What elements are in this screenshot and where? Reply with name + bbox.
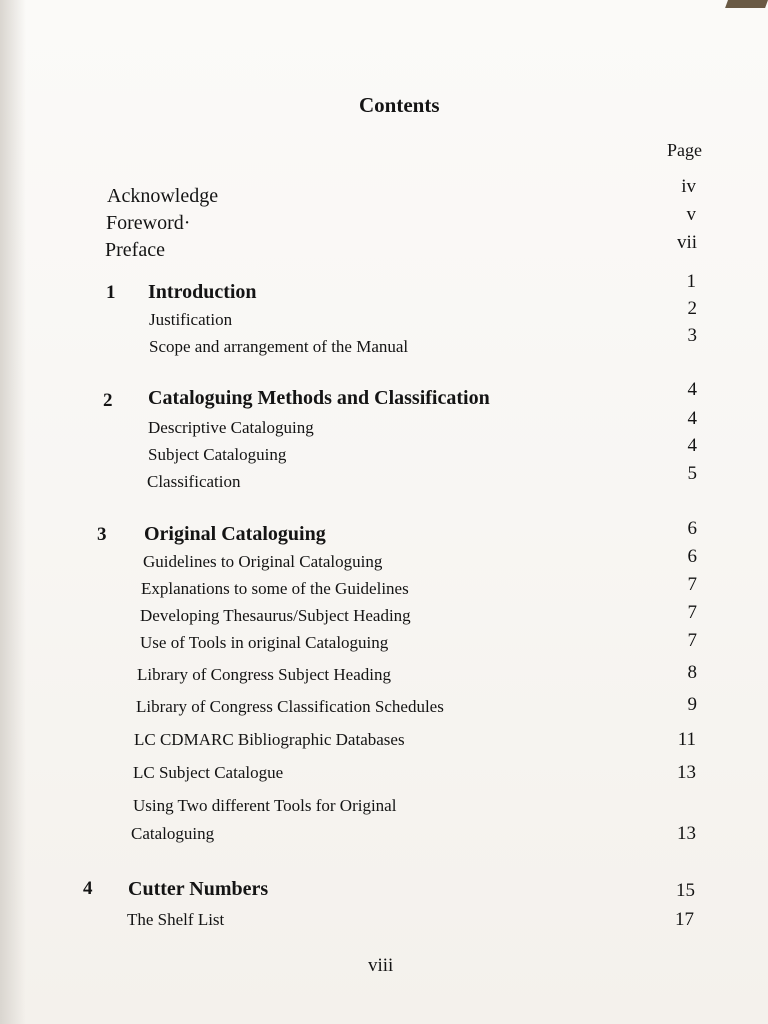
- section-label: Subject Cataloguing: [148, 445, 287, 464]
- toc-entry-label: Foreword·: [106, 212, 191, 234]
- toc-entry-page: vii: [676, 232, 697, 253]
- section-label: Use of Tools in original Cataloguing: [140, 633, 389, 652]
- section-label: Using Two different Tools for Original: [133, 796, 397, 815]
- section-label: Library of Congress Classification Schedules: [136, 697, 444, 716]
- section-page: 17: [675, 909, 694, 930]
- toc-entry-page: v: [686, 204, 696, 225]
- chapter-number: 2: [103, 390, 113, 411]
- toc-entry-label: Preface: [105, 239, 165, 261]
- section-label: Explanations to some of the Guidelines: [141, 579, 409, 598]
- section-page: 7: [687, 630, 697, 651]
- section-page: 6: [687, 546, 697, 567]
- section-page: 7: [687, 574, 697, 595]
- section-label: Justification: [149, 310, 233, 329]
- chapter-page: 6: [687, 518, 697, 539]
- chapter-title: Introduction: [148, 281, 257, 303]
- section-label: The Shelf List: [127, 910, 225, 929]
- section-label: Library of Congress Subject Heading: [137, 665, 391, 684]
- section-label: Guidelines to Original Cataloguing: [143, 552, 383, 571]
- section-page: 2: [687, 298, 697, 319]
- page-corner: [725, 0, 768, 8]
- chapter-page: 4: [687, 379, 697, 400]
- page-number: viii: [368, 955, 394, 976]
- section-page: 4: [687, 408, 697, 429]
- section-page: 7: [687, 602, 697, 623]
- page-column-header: Page: [667, 140, 702, 160]
- section-page: 8: [687, 662, 697, 683]
- section-label-continued: Cataloguing: [131, 824, 215, 843]
- section-page: 13: [677, 762, 696, 783]
- chapter-title: Original Cataloguing: [144, 523, 326, 545]
- section-page: 9: [687, 694, 697, 715]
- chapter-number: 1: [106, 282, 116, 303]
- section-page: 3: [687, 325, 697, 346]
- page-title: Contents: [359, 93, 440, 117]
- chapter-page: 15: [676, 880, 695, 901]
- page-edge-shadow: [0, 0, 26, 1024]
- toc-entry-page: iv: [681, 176, 696, 197]
- chapter-title: Cataloguing Methods and Classification: [148, 387, 490, 409]
- chapter-number: 3: [97, 524, 107, 545]
- section-label: Classification: [147, 472, 241, 491]
- section-label: LC CDMARC Bibliographic Databases: [134, 730, 405, 749]
- section-page: 13: [677, 823, 696, 844]
- section-page: 11: [677, 729, 696, 750]
- section-page: 5: [687, 463, 697, 484]
- section-page: 4: [687, 435, 697, 456]
- section-label: Scope and arrangement of the Manual: [149, 337, 409, 356]
- chapter-page: 1: [686, 271, 696, 292]
- chapter-number: 4: [83, 878, 93, 899]
- toc-entry-label: Acknowledge: [107, 185, 219, 207]
- section-label: LC Subject Catalogue: [133, 763, 284, 782]
- section-label: Descriptive Cataloguing: [148, 418, 314, 437]
- chapter-title: Cutter Numbers: [128, 878, 269, 900]
- section-label: Developing Thesaurus/Subject Heading: [140, 606, 411, 625]
